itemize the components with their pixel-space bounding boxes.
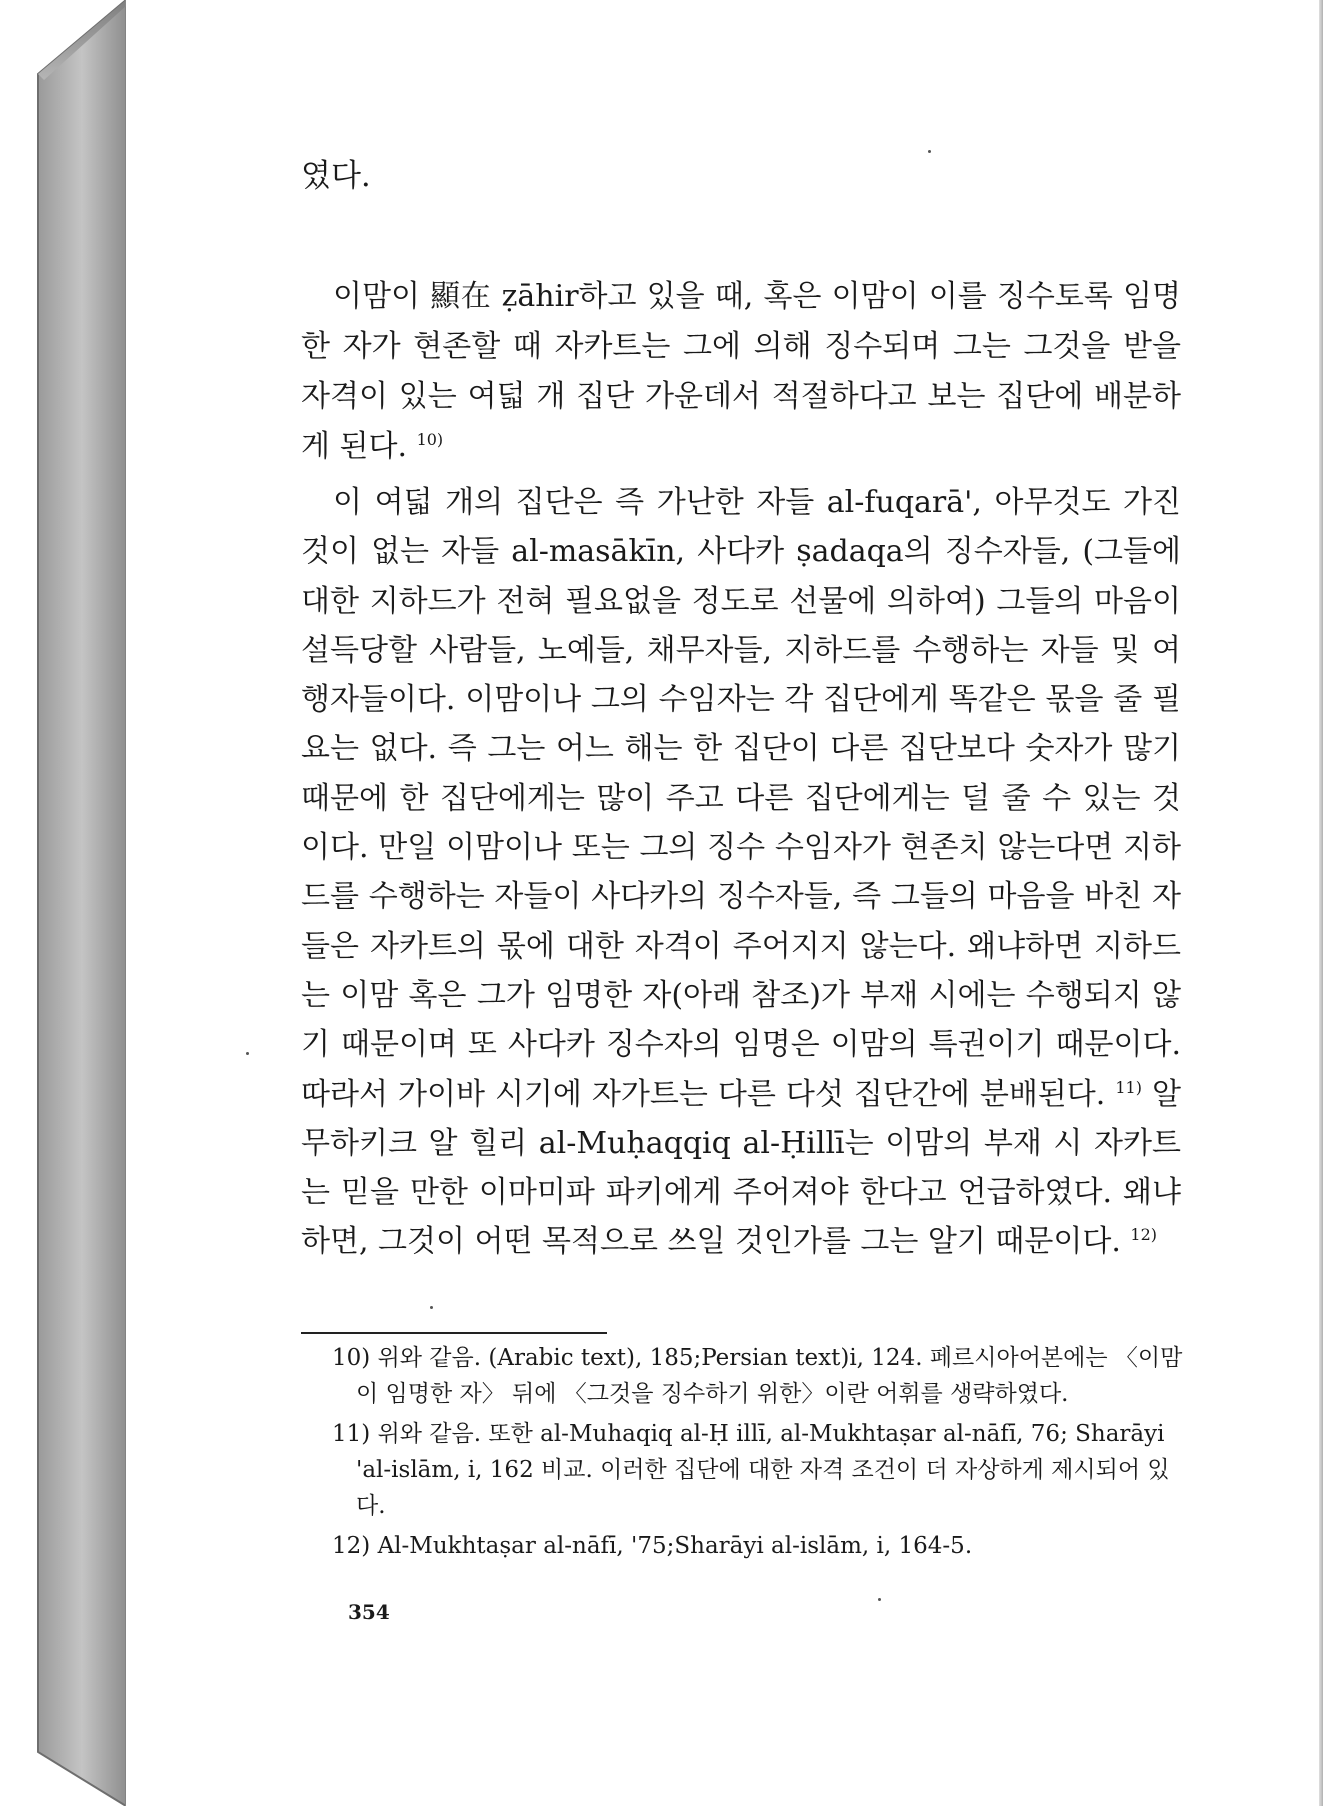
paragraph-2 xyxy=(301,478,1181,1267)
footnote-10 xyxy=(332,1340,1184,1412)
paragraph-1-text: 이맘이 顯在 ẓāhir하고 있을 때, 혹은 이맘이 이를 징수토록 임명한 자가 현존할 때 자카트는 그에 의해 징수되며 그는 그것을 받을 자격이 있는 여덟 개 집단 가운데서 적절하다고 보는 집단에 배분하게 된다. xyxy=(301,279,1181,464)
paragraph-1 xyxy=(301,272,1181,472)
footnote-ref-11: 11) xyxy=(1115,1077,1142,1097)
paper-speck xyxy=(246,1052,249,1055)
footnote-ref-10: 10) xyxy=(416,430,444,449)
footnote-11 xyxy=(332,1416,1184,1524)
footnote-number: 12) xyxy=(332,1533,371,1559)
page-number: 354 xyxy=(348,1600,390,1624)
footnote-text: 위와 같음. (Arabic text), 185;Persian text)i, 124. 페르시아어본에는 〈이맘이 임명한 자〉 뒤에 〈그것을 징수하기 위한〉이란 어휘를 생략하였다. xyxy=(356,1345,1183,1407)
paper-speck xyxy=(878,1598,881,1601)
footnote-12 xyxy=(332,1528,1184,1564)
footnote-number: 11) xyxy=(332,1421,371,1447)
footnote-text: 위와 같음. 또한 al-Muhaqiq al-Ḥ illī, al-Mukhtaṣar al-nāfī, 76; Sharāyi 'al-islām, i, 162 비교. 이러한 집단에 대한 자격 조건이 더 자상하게 제시되어 있다. xyxy=(356,1421,1170,1519)
paper-speck xyxy=(928,150,931,153)
paragraph-2-text-part2: 알 무하키크 알 힐리 al-Muḥaqqiq al-Ḥillī는 이맘의 부재 시 자카트는 믿을 만한 이마미파 파키에게 주어져야 한다고 언급하였다. 왜냐하면, 그것이 어떤 목적으로 쓰일 것인가를 그는 알기 때문이다. xyxy=(301,1076,1181,1260)
paper-speck xyxy=(430,1306,433,1309)
footnote-number: 10) xyxy=(332,1345,371,1371)
footnote-divider xyxy=(301,1332,607,1334)
footnote-ref-12: 12) xyxy=(1130,1225,1158,1245)
lead-line: 였다. xyxy=(301,158,371,194)
paragraph-2-text-part1: 이 여덟 개의 집단은 즉 가난한 자들 al-fuqarā', 아무것도 가진 것이 없는 자들 al-masākīn, 사다카 ṣadaqa의 징수자들, (그들에 대한 지하드가 전혀 필요없을 정도로 선물에 의하여) 그들의 마음이 설득당할 사람들, 노예들, 채무자들, 지하드를 수행하는 자들 및 여행자들이다. 이맘이나 그의 수임자는 각 집단에게 똑같은 몫을 줄 필요는 없다. 즉 그는 어느 해는 한 집단이 다른 집단보다 숫자가 많기 때문에 한 집단에게는 많이 주고 다른 집단에게는 덜 줄 수 있는 것이다. 만일 이맘이나 또는 그의 징수 수임자가 현존치 않는다면 지하드를 수행하는 자들이 사다카의 징수자들, 즉 그들의 마음을 바친 자들은 자카트의 몫에 대한 자격이 주어지지 않는다. 왜냐하면 지하드는 이맘 혹은 그가 임명한 자(아래 참조)가 부재 시에는 수행되지 않기 때문이며 또 사다카 징수자의 임명은 이맘의 특권이기 때문이다. 따라서 가이바 시기에 자가트는 다른 다섯 집단간에 분배된다. xyxy=(301,485,1181,1112)
footnote-text: Al-Mukhtaṣar al-nāfī, '75;Sharāyi al-islām, i, 164-5. xyxy=(377,1533,973,1559)
footnotes xyxy=(332,1340,1184,1568)
